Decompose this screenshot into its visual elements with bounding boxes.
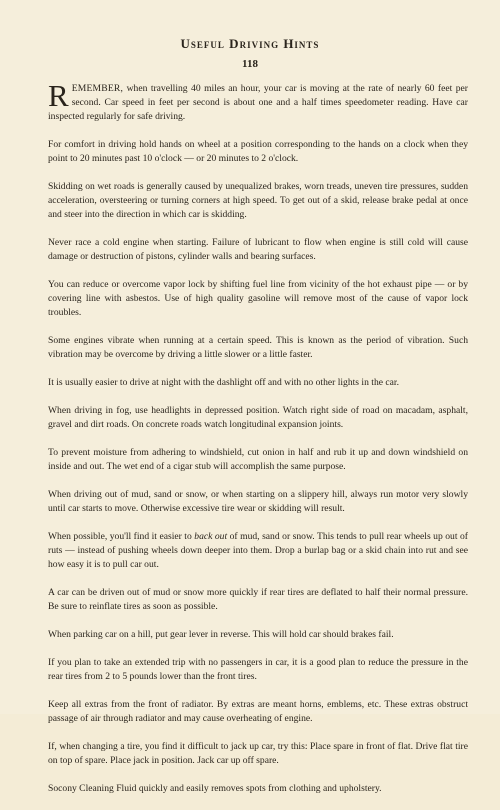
hints-body <box>48 78 468 810</box>
hint-paragraph-16: If, when changing a tire, you find it difficult to jack up car, try this: Place spare in front of flat. Drive flat tire on top of spare. Place jack in position. Jack car up off spare. <box>48 741 468 766</box>
hint-paragraph-17: Socony Cleaning Fluid quickly and easily removes spots from clothing and upholstery. <box>48 783 382 794</box>
hint-paragraph-1 <box>48 78 468 124</box>
lead-word: EMEMBER, <box>71 83 124 94</box>
hint-paragraph-13: When parking car on a hill, put gear lever in reverse. This will hold car should brakes fail. <box>48 629 394 640</box>
hint-paragraph-8: When driving in fog, use headlights in depressed position. Watch right side of road on macadam, asphalt, gravel and dirt roads. On concrete roads watch longitudinal expansion joints. <box>48 405 468 430</box>
hint-paragraph-4: Never race a cold engine when starting. Failure of lubricant to flow when engine is still cold will cause damage or destruction of pistons, cylinder walls and bearing surfaces. <box>48 237 468 262</box>
hint-paragraph-6: Some engines vibrate when running at a certain speed. This is known as the period of vibration. Such vibration may be overcome by driving a little slower or a little faster. <box>48 335 468 360</box>
drop-cap: R <box>48 78 69 113</box>
page-title: Useful Driving Hints <box>180 36 320 51</box>
hint-paragraph-5: You can reduce or overcome vapor lock by shifting fuel line from vicinity of the hot exhaust pipe — or by covering line with asbestos. Use of high quality gasoline will remove most of the cause of vapor lock troubles. <box>48 279 468 318</box>
hint-italic: back out <box>194 531 228 542</box>
hint-text: of mud, sand or snow. This tends to pull rear wheels up out of ruts — instead of pushing wheels down deeper into them. Drop a burlap bag or a skid chain into rut and see how easy it is to pull car out. <box>48 531 468 570</box>
hint-paragraph-14: If you plan to take an extended trip with no passengers in car, it is a good plan to reduce the pressure in the rear tires from 2 to 5 pounds lower than the front tires. <box>48 657 468 682</box>
hint-paragraph-3: Skidding on wet roads is generally caused by unequalized brakes, worn treads, uneven tire pressures, sudden acceleration, oversteering or turning corners at high speed. To get out of a skid, release brake pedal at once and steer into the direction in which car is skidding. <box>48 181 468 220</box>
hint-paragraph-9: To prevent moisture from adhering to windshield, cut onion in half and rub it up and down windshield on inside and out. The wet end of a cigar stub will accomplish the same purpose. <box>48 447 468 472</box>
hint-text: When possible, you'll find it easier to <box>48 531 195 542</box>
hint-paragraph-11 <box>48 530 468 572</box>
page-number: 118 <box>242 58 258 70</box>
hint-text: when travelling 40 miles an hour, your car is moving at the rate of nearly 60 feet per second. Car speed in feet per second is about one and a half times speedometer reading. Have car inspected regularly for safe driving. <box>48 83 468 122</box>
hint-paragraph-15: Keep all extras from the front of radiator. By extras are meant horns, emblems, etc. These extras obstruct passage of air through radiator and may cause overheating of engine. <box>48 699 468 724</box>
hint-paragraph-12: A car can be driven out of mud or snow more quickly if rear tires are deflated to half their normal pressure. Be sure to reinflate tires as soon as possible. <box>48 587 468 612</box>
hint-paragraph-2: For comfort in driving hold hands on wheel at a position corresponding to the hands on a clock when they point to 20 minutes past 10 o'clock — or 20 minutes to 2 o'clock. <box>48 139 468 164</box>
hint-paragraph-10: When driving out of mud, sand or snow, or when starting on a slippery hill, always run motor very slowly until car starts to move. Otherwise excessive tire wear or skidding will result. <box>48 489 468 514</box>
hint-paragraph-7: It is usually easier to drive at night with the dashlight off and with no other lights in the car. <box>48 377 399 388</box>
